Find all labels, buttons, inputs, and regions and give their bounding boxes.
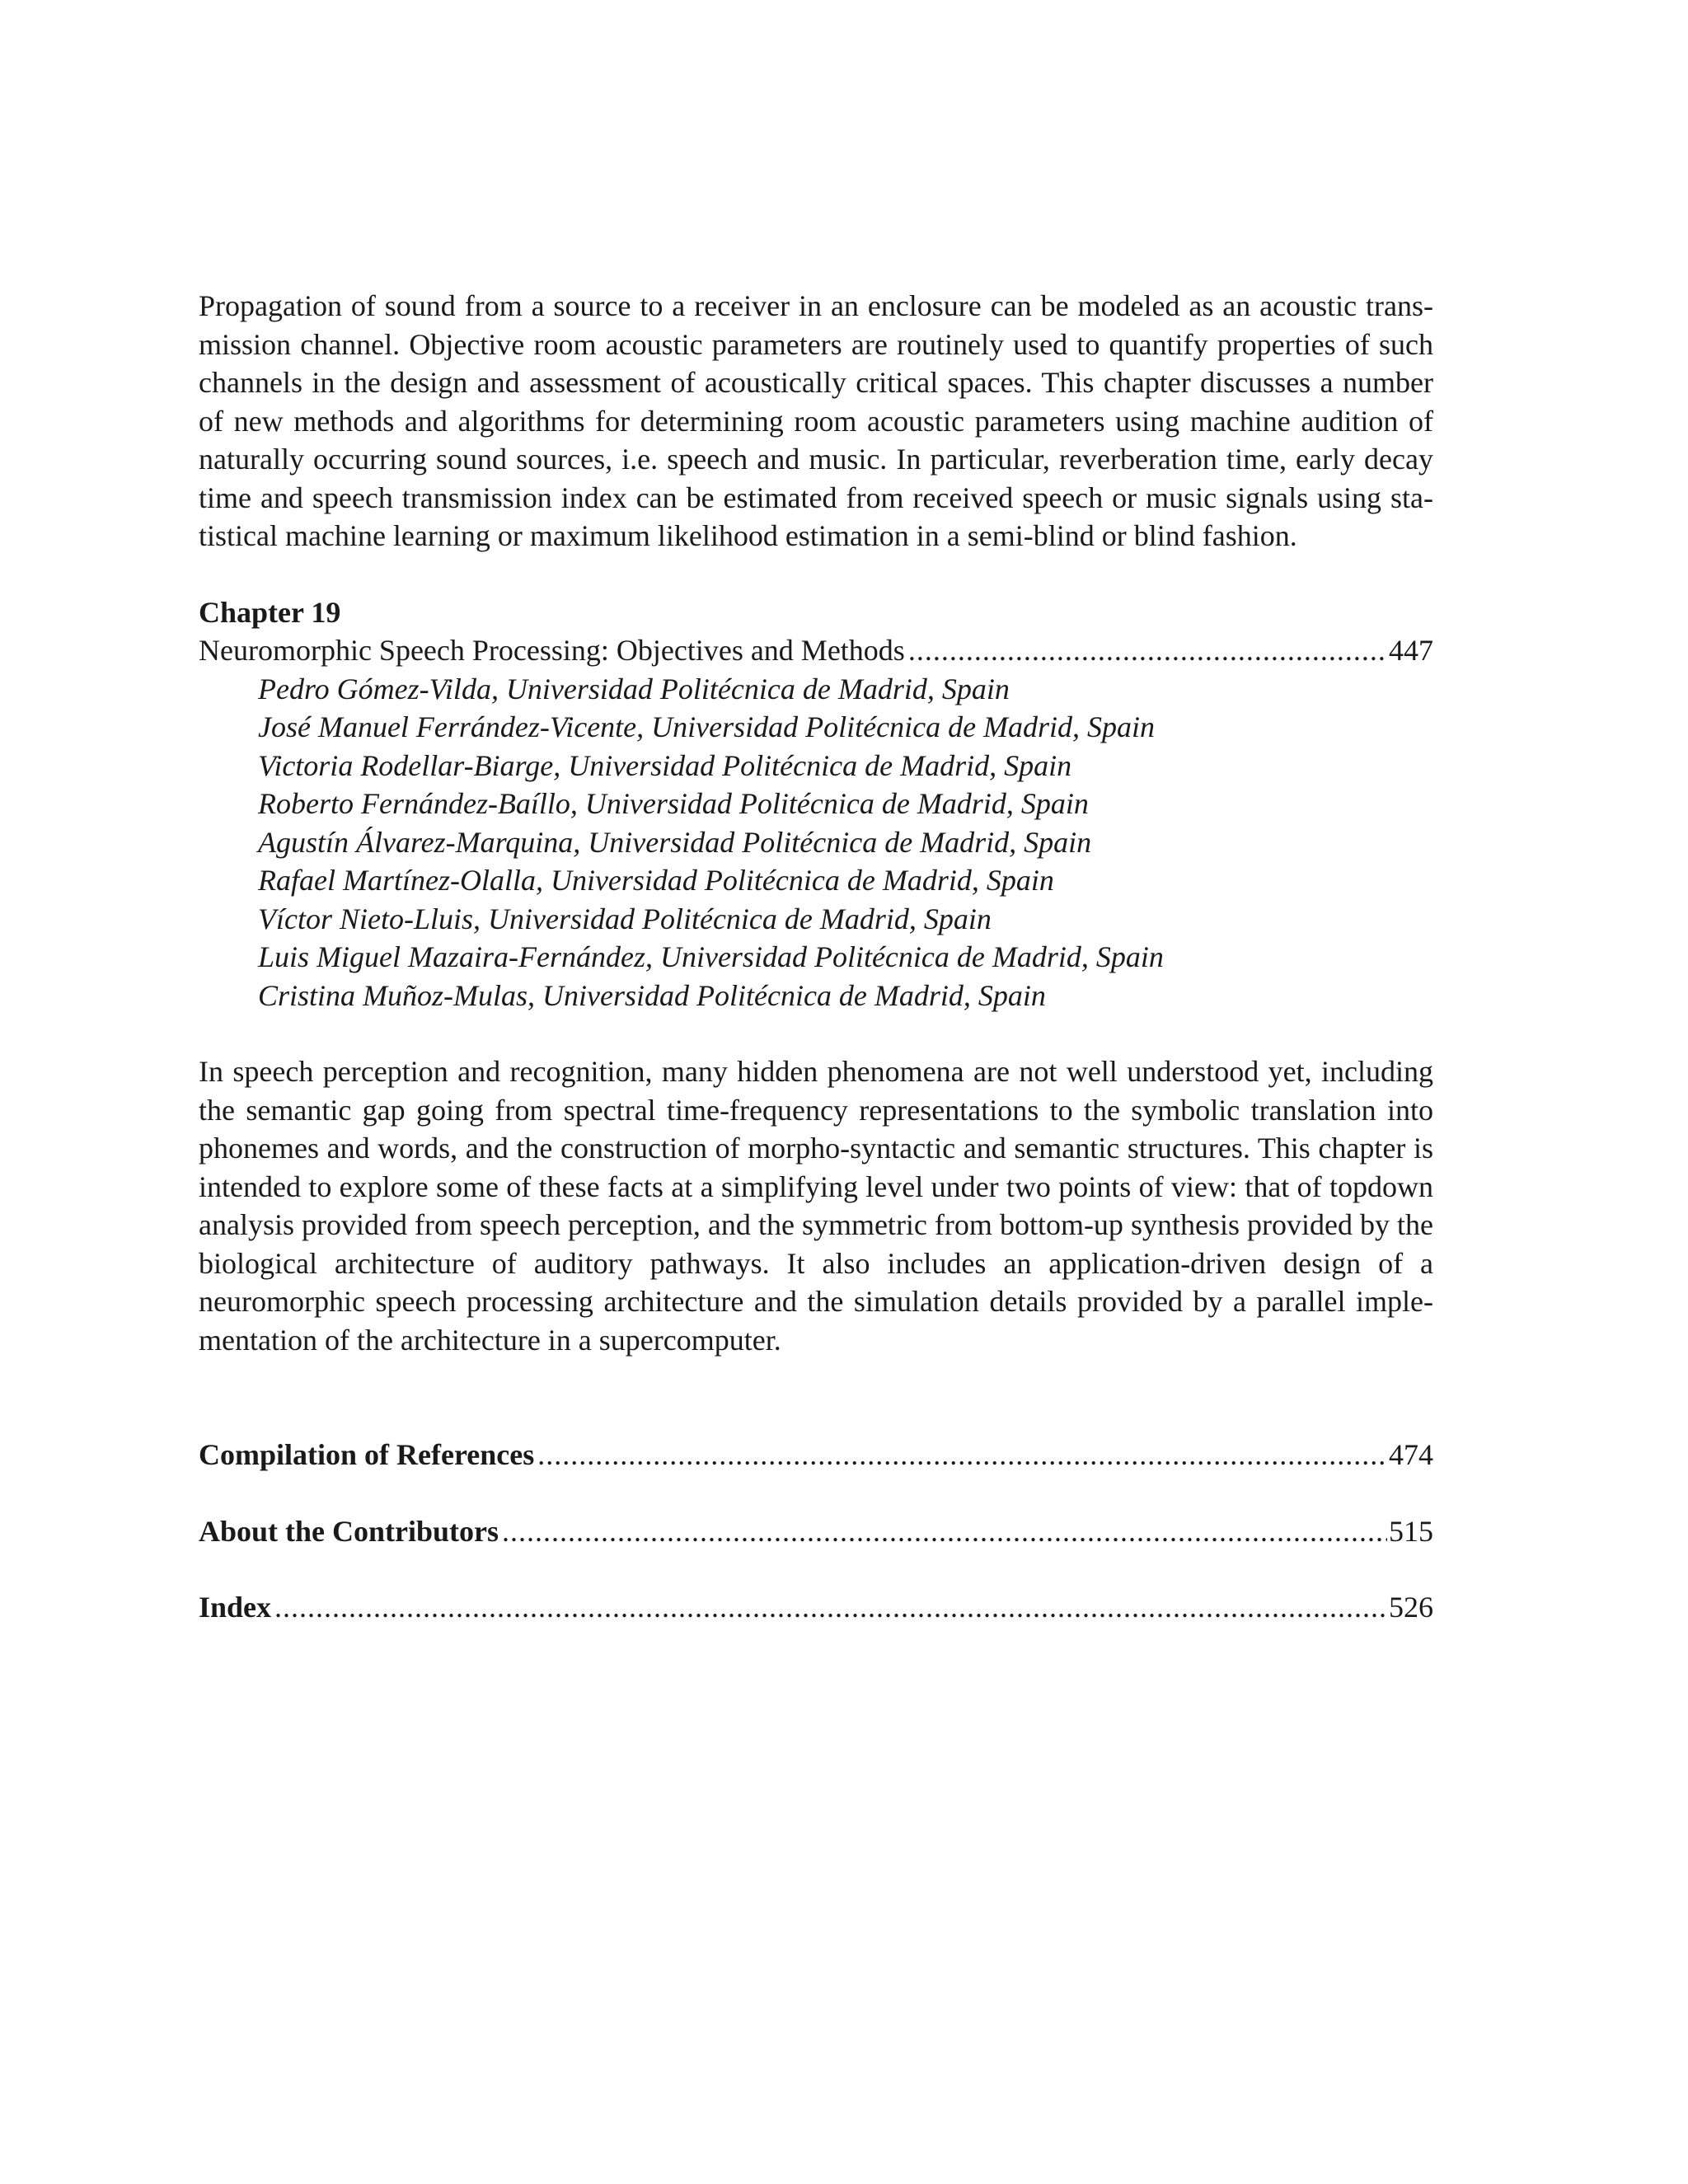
author-line: José Manuel Ferrández-Vicente, Universidad Politécnica de Madrid, Spain: [258, 710, 1156, 743]
toc-entry-contributors[interactable]: [199, 1512, 1433, 1551]
toc-entry-page: 474: [1389, 1438, 1433, 1471]
toc-entry-references[interactable]: [199, 1436, 1433, 1474]
dot-leader: [502, 1512, 1387, 1551]
dot-leader: [274, 1588, 1387, 1627]
author-line: Victoria Rodellar-Biarge, Universidad Politécnica de Madrid, Spain: [258, 748, 1072, 782]
author-line: Rafael Martínez-Olalla, Universidad Politécnica de Madrid, Spain: [258, 864, 1054, 897]
toc-entry-title: About the Contributors: [199, 1514, 499, 1548]
back-matter-list: [199, 1436, 1433, 1627]
author-line: Pedro Gómez-Vilda, Universidad Politécnica de Madrid, Spain: [258, 672, 1010, 705]
toc-page: [199, 287, 1433, 1627]
chapter-title: Neuromorphic Speech Processing: Objectives and Methods: [199, 634, 905, 667]
toc-entry-title: Compilation of References: [199, 1438, 535, 1471]
author-line: Luis Miguel Mazaira-Fernández, Universidad Politécnica de Madrid, Spain: [258, 940, 1164, 973]
author-line: Roberto Fernández-Baíllo, Universidad Politécnica de Madrid, Spain: [258, 787, 1089, 820]
chapter-entry[interactable]: [199, 631, 1433, 670]
toc-entry-page: 515: [1389, 1514, 1433, 1548]
dot-leader: [908, 631, 1387, 670]
author-list: [258, 670, 1433, 1015]
toc-entry-index[interactable]: [199, 1588, 1433, 1627]
chapter-label: Chapter 19: [199, 595, 341, 629]
author-line: Cristina Muñoz-Mulas, Universidad Politécnica de Madrid, Spain: [258, 978, 1046, 1012]
toc-entry-title: Index: [199, 1591, 272, 1624]
toc-entry-page: 526: [1389, 1591, 1433, 1624]
chapter-page-number: 447: [1389, 634, 1433, 667]
chapter-abstract: In speech perception and recognition, many hidden phenomena are not well understood yet, including the semantic gap going from spectral time-frequency representations to the symbolic translation into phonemes and words, and the construction of morpho-syntactic and semantic structures. This chapter is intended to explore some of these facts at a simplifying level under two points of view: that of topdown analysis provided from speech perception, and the symmetric from bottom-up synthesis provided by the biological architecture of auditory pathways. It also includes an application-driven design of a neuromorphic speech processing architecture and the simulation details provided by a parallel implementation of the architecture in a supercomputer.: [199, 1055, 1433, 1357]
dot-leader: [537, 1436, 1387, 1474]
intro-paragraph: Propagation of sound from a source to a receiver in an enclosure can be modeled as an acoustic transmission channel. Objective room acoustic parameters are routinely used to quantify properties of such channels in the design and assessment of acoustically critical spaces. This chapter discusses a number of new methods and algorithms for determining room acoustic parameters using machine audition of naturally occurring sound sources, i.e. speech and music. In particular, reverberation time, early decay time and speech transmission index can be estimated from received speech or music signals using statistical machine learning or maximum likelihood estimation in a semi-blind or blind fashion.: [199, 289, 1433, 552]
author-line: Víctor Nieto-Lluis, Universidad Politécnica de Madrid, Spain: [258, 902, 992, 935]
author-line: Agustín Álvarez-Marquina, Universidad Politécnica de Madrid, Spain: [258, 825, 1092, 859]
